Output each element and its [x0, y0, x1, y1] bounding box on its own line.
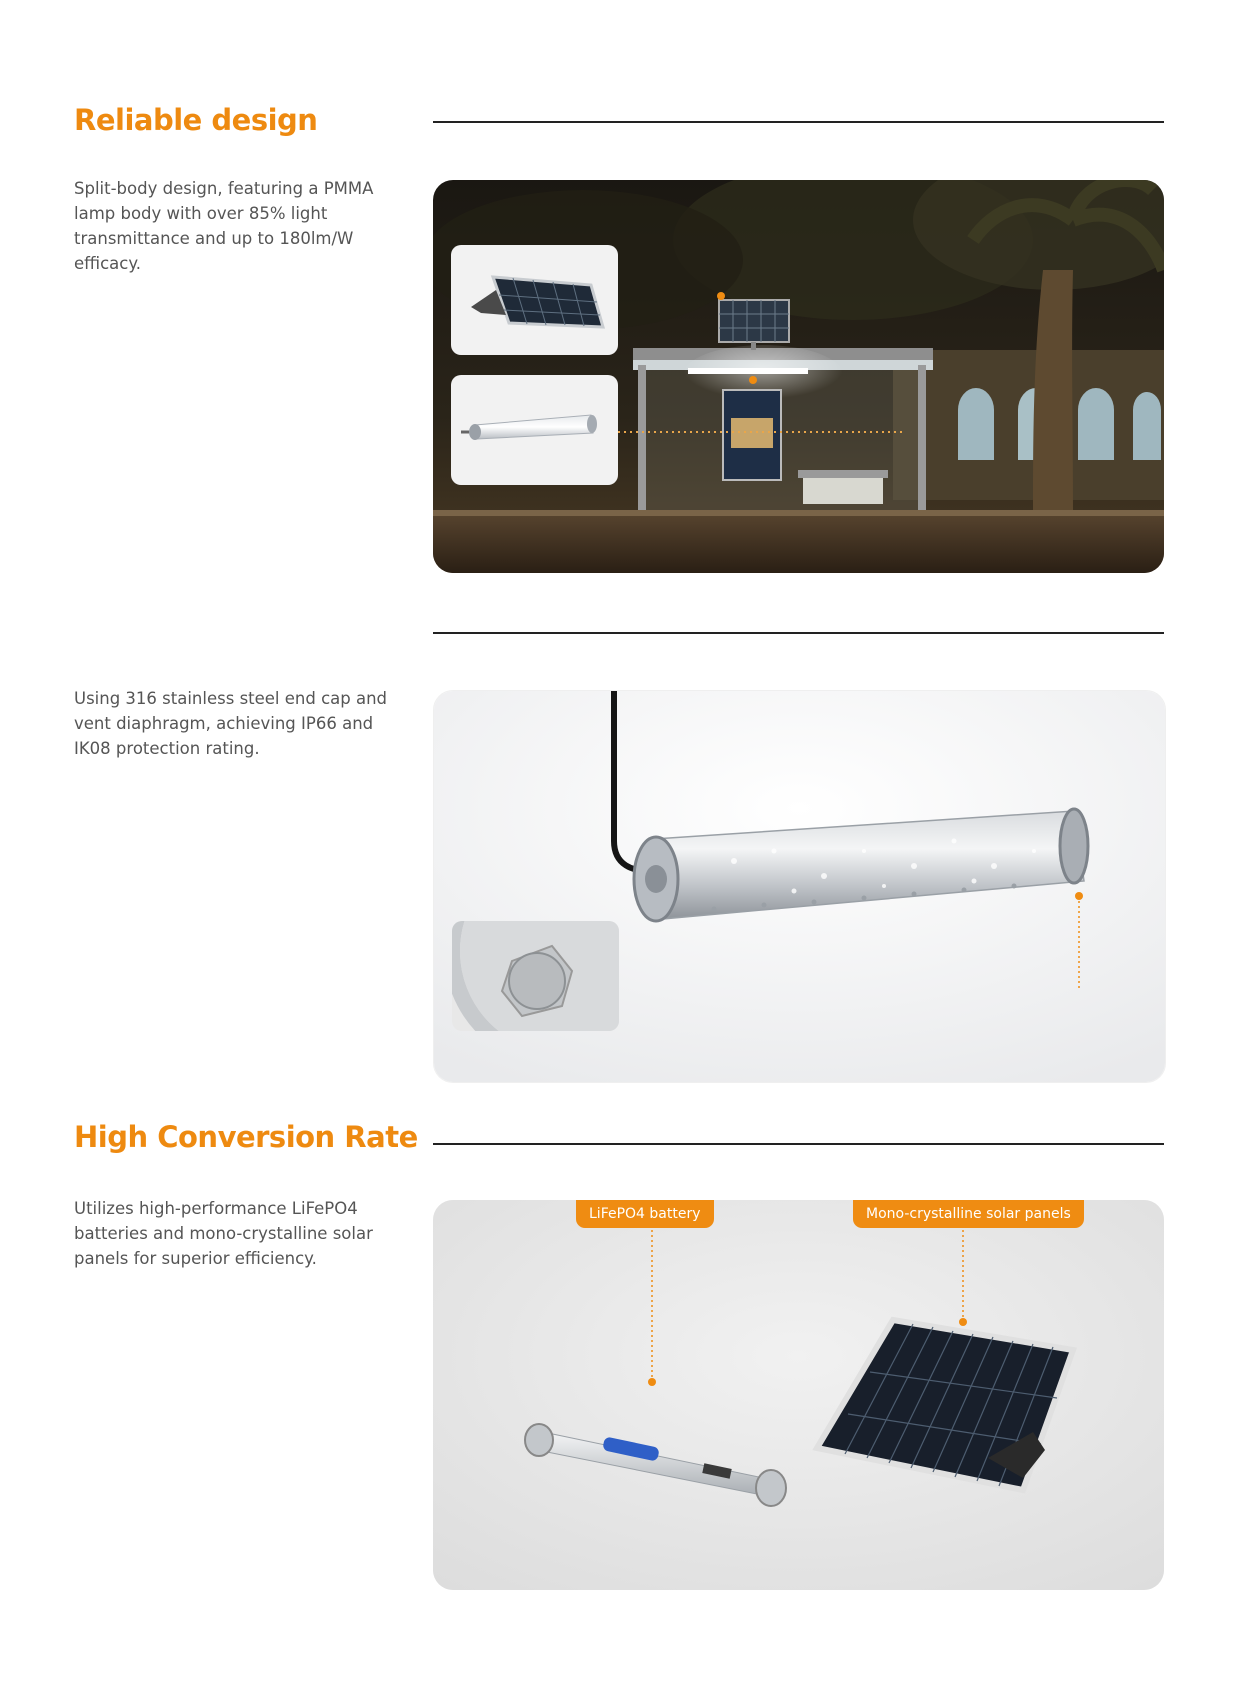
end-cap-inset — [452, 921, 619, 1031]
section-description: Utilizes high-performance LiFePO4 batteries and mono-crystalline solar panels for superior efficiency. — [74, 1199, 373, 1268]
section-divider — [433, 632, 1164, 634]
solar-panels-callout-tag: Mono-crystalline solar panels — [853, 1200, 1084, 1228]
waterproof-tube-photo — [433, 690, 1166, 1083]
solar-panel-inset — [451, 245, 618, 355]
section-divider — [433, 1143, 1164, 1145]
section-description: Using 316 stainless steel end cap and vent diaphragm, achieving IP66 and IK08 protection rating. — [74, 689, 388, 758]
tube-lamp-inset — [451, 375, 618, 485]
battery-callout-tag: LiFePO4 battery — [576, 1200, 714, 1228]
bus-shelter-photo — [433, 180, 1164, 573]
section-heading-reliable-design: Reliable design — [74, 103, 318, 137]
section-divider — [433, 121, 1164, 123]
section-description: Split-body design, featuring a PMMA lamp body with over 85% light transmittance and up to 180lm/W efficacy. — [74, 179, 374, 273]
section-heading-high-conversion-rate: High Conversion Rate — [74, 1120, 418, 1154]
battery-and-solar-panel-photo — [433, 1200, 1164, 1590]
